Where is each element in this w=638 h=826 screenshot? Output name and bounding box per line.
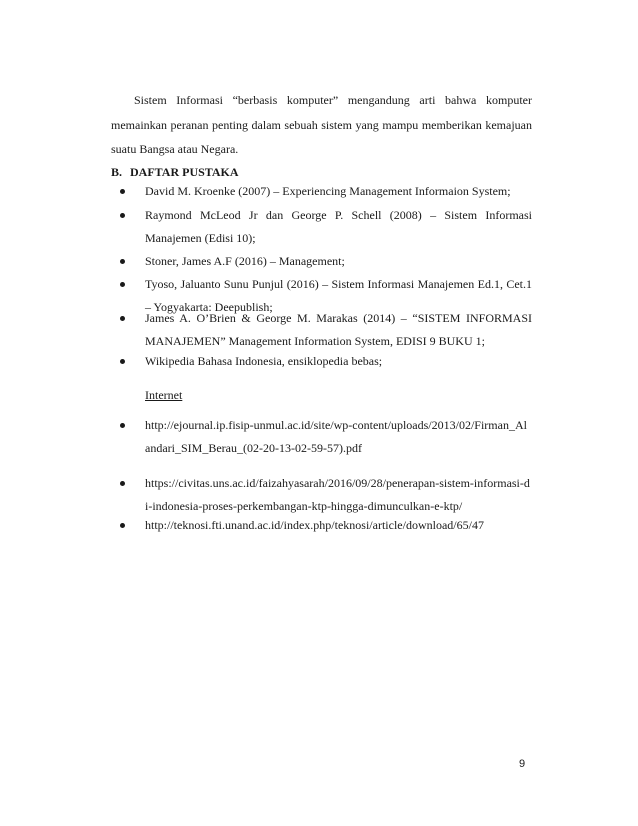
internet-subheading: Internet: [145, 388, 183, 402]
body-paragraph-text: Sistem Informasi “berbasis komputer” mengandung arti bahwa komputer memainkan peranan penting dalam sebuah sistem yang mampu memberikan kemajuan suatu Bangsa atau Negara.: [111, 93, 532, 156]
reference-link[interactable]: http://ejournal.ip.fisip-unmul.ac.id/site/wp-content/uploads/2013/02/Firman_Alandari_SIM_Berau_(02-20-13-02-59-57).pdf: [145, 418, 527, 455]
reference-text: Stoner, James A.F (2016) – Management;: [145, 254, 345, 268]
reference-text: Wikipedia Bahasa Indonesia, ensiklopedia bebas;: [145, 354, 383, 368]
body-paragraph: [111, 88, 532, 162]
reference-link[interactable]: http://teknosi.fti.unand.ac.id/index.php/teknosi/article/download/65/47: [145, 518, 484, 532]
reference-link[interactable]: https://civitas.uns.ac.id/faizahyasarah/2016/09/28/penerapan-sistem-informasi-di-indonesia-proses-perkembangan-ktp-hingga-dimunculkan-e-ktp/: [145, 476, 530, 513]
reference-text: Tyoso, Jaluanto Sunu Punjul (2016) – Sistem Informasi Manajemen Ed.1, Cet.1 – Yogyakarta: Deepublish;: [145, 277, 532, 314]
section-number: B.: [111, 165, 123, 179]
reference-text: James A. O’Brien & George M. Marakas (2014) – “SISTEM INFORMASI MANAJEMEN” Management Information System, EDISI 9 BUKU 1;: [145, 311, 532, 348]
reference-text: Raymond McLeod Jr dan George P. Schell (2008) – Sistem Informasi Manajemen (Edisi 10);: [145, 208, 532, 245]
section-title: DAFTAR PUSTAKA: [130, 165, 239, 179]
page-number: 9: [519, 758, 526, 770]
reference-text: David M. Kroenke (2007) – Experiencing Management Informaion System;: [145, 184, 511, 198]
